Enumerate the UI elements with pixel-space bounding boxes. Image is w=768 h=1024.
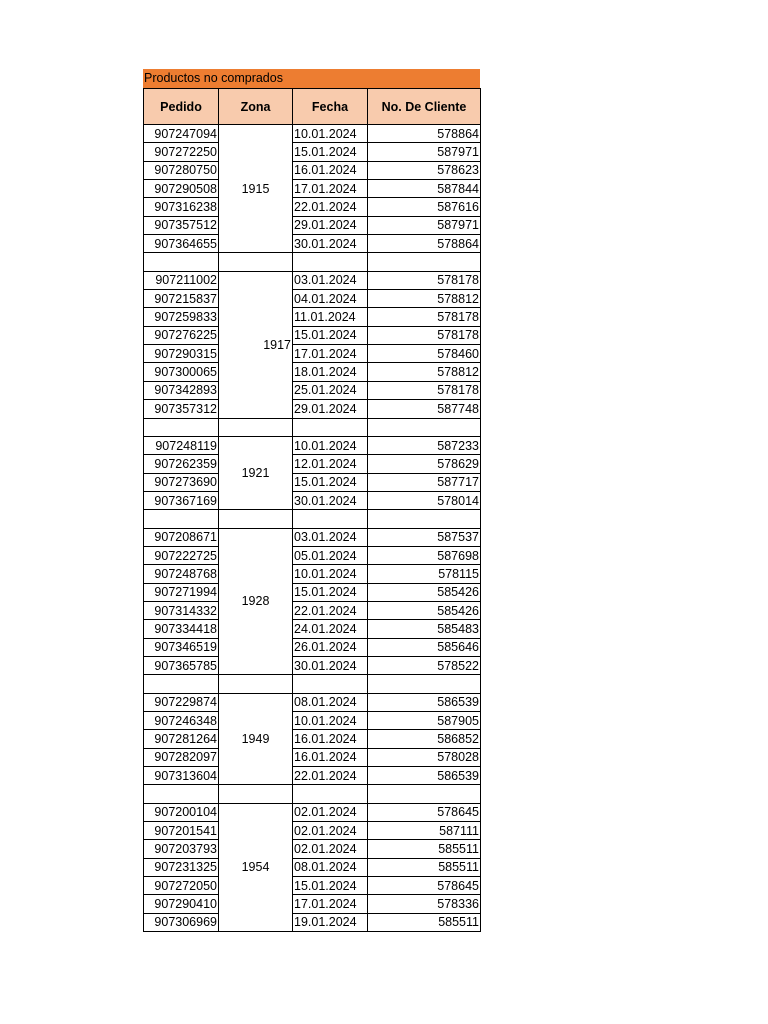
cell-zona-merged[interactable]: 1917 [219,271,293,418]
empty-cell[interactable] [368,510,481,528]
table-row [144,546,481,564]
cell-fecha[interactable]: 30.01.2024 [293,235,368,253]
cell-pedido[interactable]: 907290508 [144,180,219,198]
cell-fecha[interactable]: 15.01.2024 [293,877,368,895]
cell-pedido[interactable]: 907280750 [144,161,219,179]
cell-fecha[interactable]: 10.01.2024 [293,125,368,143]
cell-fecha[interactable]: 10.01.2024 [293,565,368,583]
cell-fecha[interactable]: 26.01.2024 [293,638,368,656]
cell-fecha[interactable]: 16.01.2024 [293,161,368,179]
table-row [144,803,481,821]
cell-pedido[interactable]: 907367169 [144,491,219,509]
empty-cell[interactable] [144,418,219,436]
cell-fecha[interactable]: 16.01.2024 [293,730,368,748]
cell-fecha[interactable]: 17.01.2024 [293,180,368,198]
cell-cliente[interactable]: 585426 [368,601,481,619]
cell-pedido[interactable]: 907272050 [144,877,219,895]
table-row [144,748,481,766]
cell-pedido[interactable]: 907273690 [144,473,219,491]
table-row [144,712,481,730]
cell-cliente[interactable]: 578629 [368,455,481,473]
header-row [144,89,481,125]
cell-pedido[interactable]: 907276225 [144,326,219,344]
table-row [144,528,481,546]
cell-cliente[interactable]: 585511 [368,840,481,858]
cell-cliente[interactable]: 578645 [368,803,481,821]
cell-pedido[interactable]: 907290410 [144,895,219,913]
table-row [144,345,481,363]
cell-pedido[interactable]: 907272250 [144,143,219,161]
cell-cliente[interactable]: 587698 [368,546,481,564]
cell-fecha[interactable]: 15.01.2024 [293,583,368,601]
cell-cliente[interactable]: 578336 [368,895,481,913]
cell-pedido[interactable]: 907246348 [144,712,219,730]
table-row [144,730,481,748]
empty-cell[interactable] [219,510,293,528]
cell-pedido[interactable]: 907271994 [144,583,219,601]
cell-pedido[interactable]: 907208671 [144,528,219,546]
cell-cliente[interactable]: 578178 [368,381,481,399]
empty-cell[interactable] [368,675,481,693]
empty-cell[interactable] [219,418,293,436]
sheet-title[interactable]: Productos no comprados [143,69,480,88]
cell-cliente[interactable]: 578623 [368,161,481,179]
column-header-pedido[interactable]: Pedido [144,89,219,125]
cell-pedido[interactable]: 907306969 [144,913,219,931]
table-row [144,473,481,491]
table-row [144,822,481,840]
empty-cell[interactable] [293,785,368,803]
cell-cliente[interactable]: 578645 [368,877,481,895]
cell-pedido[interactable]: 907282097 [144,748,219,766]
table-row [144,235,481,253]
cell-pedido[interactable]: 907200104 [144,803,219,821]
column-header-cliente[interactable]: No. De Cliente [368,89,481,125]
cell-pedido[interactable]: 907357312 [144,400,219,418]
cell-cliente[interactable]: 578812 [368,290,481,308]
empty-cell[interactable] [293,510,368,528]
cell-pedido[interactable]: 907248119 [144,436,219,454]
table-row [144,583,481,601]
table-row [144,620,481,638]
spacer-row [144,418,481,436]
cell-fecha[interactable]: 02.01.2024 [293,803,368,821]
cell-fecha[interactable]: 22.01.2024 [293,198,368,216]
cell-fecha[interactable]: 04.01.2024 [293,290,368,308]
cell-cliente[interactable]: 585483 [368,620,481,638]
cell-fecha[interactable]: 30.01.2024 [293,656,368,674]
empty-cell[interactable] [144,253,219,271]
table-row [144,693,481,711]
table-row [144,436,481,454]
cell-zona-merged[interactable]: 1928 [219,528,293,675]
cell-cliente[interactable]: 585511 [368,913,481,931]
cell-pedido[interactable]: 907346519 [144,638,219,656]
cell-fecha[interactable]: 18.01.2024 [293,363,368,381]
cell-cliente[interactable]: 587111 [368,822,481,840]
cell-pedido[interactable]: 907248768 [144,565,219,583]
cell-pedido[interactable]: 907231325 [144,858,219,876]
cell-pedido[interactable]: 907313604 [144,767,219,785]
cell-fecha[interactable]: 02.01.2024 [293,822,368,840]
cell-cliente[interactable]: 587233 [368,436,481,454]
empty-cell[interactable] [368,418,481,436]
empty-cell[interactable] [144,510,219,528]
cell-fecha[interactable]: 29.01.2024 [293,216,368,234]
cell-fecha[interactable]: 17.01.2024 [293,895,368,913]
cell-cliente[interactable]: 587844 [368,180,481,198]
cell-cliente[interactable]: 578178 [368,326,481,344]
cell-cliente[interactable]: 587616 [368,198,481,216]
table-body [144,125,481,932]
cell-pedido[interactable]: 907314332 [144,601,219,619]
cell-cliente[interactable]: 578178 [368,271,481,289]
table-row [144,895,481,913]
empty-cell[interactable] [219,785,293,803]
cell-cliente[interactable]: 578812 [368,363,481,381]
cell-pedido[interactable]: 907259833 [144,308,219,326]
cell-cliente[interactable]: 578864 [368,125,481,143]
cell-fecha[interactable]: 08.01.2024 [293,693,368,711]
cell-fecha[interactable]: 03.01.2024 [293,528,368,546]
cell-fecha[interactable]: 29.01.2024 [293,400,368,418]
cell-cliente[interactable]: 586539 [368,767,481,785]
cell-cliente[interactable]: 578864 [368,235,481,253]
cell-cliente[interactable]: 587971 [368,216,481,234]
cell-pedido[interactable]: 907342893 [144,381,219,399]
cell-pedido[interactable]: 907357512 [144,216,219,234]
cell-fecha[interactable]: 15.01.2024 [293,326,368,344]
empty-cell[interactable] [293,253,368,271]
table-row [144,601,481,619]
table-row [144,877,481,895]
table-row [144,913,481,931]
cell-fecha[interactable]: 19.01.2024 [293,913,368,931]
cell-cliente[interactable]: 578115 [368,565,481,583]
cell-cliente[interactable]: 585646 [368,638,481,656]
cell-pedido[interactable]: 907316238 [144,198,219,216]
cell-pedido[interactable]: 907300065 [144,363,219,381]
cell-cliente[interactable]: 585426 [368,583,481,601]
cell-pedido[interactable]: 907203793 [144,840,219,858]
cell-fecha[interactable]: 24.01.2024 [293,620,368,638]
cell-pedido[interactable]: 907334418 [144,620,219,638]
cell-pedido[interactable]: 907281264 [144,730,219,748]
cell-fecha[interactable]: 10.01.2024 [293,436,368,454]
cell-fecha[interactable]: 25.01.2024 [293,381,368,399]
empty-cell[interactable] [293,418,368,436]
table-row [144,308,481,326]
cell-pedido[interactable]: 907365785 [144,656,219,674]
cell-cliente[interactable]: 585511 [368,858,481,876]
cell-pedido[interactable]: 907290315 [144,345,219,363]
cell-zona-merged[interactable]: 1921 [219,436,293,509]
column-header-zona[interactable]: Zona [219,89,293,125]
table-row [144,216,481,234]
cell-cliente[interactable]: 586852 [368,730,481,748]
table-row [144,198,481,216]
cell-cliente[interactable]: 586539 [368,693,481,711]
spacer-row [144,253,481,271]
cell-fecha[interactable]: 30.01.2024 [293,491,368,509]
cell-fecha[interactable]: 15.01.2024 [293,143,368,161]
cell-cliente[interactable]: 578460 [368,345,481,363]
cell-cliente[interactable]: 578522 [368,656,481,674]
cell-zona-merged[interactable]: 1915 [219,125,293,253]
table-row [144,767,481,785]
cell-fecha[interactable]: 05.01.2024 [293,546,368,564]
table-row [144,326,481,344]
table-row [144,491,481,509]
table-row [144,363,481,381]
cell-cliente[interactable]: 578028 [368,748,481,766]
empty-cell[interactable] [144,675,219,693]
cell-fecha[interactable]: 10.01.2024 [293,712,368,730]
cell-pedido[interactable]: 907247094 [144,125,219,143]
table-row [144,161,481,179]
empty-cell[interactable] [219,675,293,693]
table-row [144,858,481,876]
table-row [144,656,481,674]
cell-cliente[interactable]: 578178 [368,308,481,326]
spacer-row [144,510,481,528]
empty-cell[interactable] [144,785,219,803]
cell-pedido[interactable]: 907229874 [144,693,219,711]
cell-fecha[interactable]: 22.01.2024 [293,767,368,785]
table-row [144,455,481,473]
cell-cliente[interactable]: 587905 [368,712,481,730]
table-row [144,180,481,198]
cell-pedido[interactable]: 907215837 [144,290,219,308]
table-row [144,271,481,289]
cell-fecha[interactable]: 15.01.2024 [293,473,368,491]
cell-fecha[interactable]: 03.01.2024 [293,271,368,289]
table-row [144,125,481,143]
empty-cell[interactable] [219,253,293,271]
cell-pedido[interactable]: 907211002 [144,271,219,289]
table-row [144,381,481,399]
table-row [144,400,481,418]
table-row [144,638,481,656]
spacer-row [144,785,481,803]
table-row [144,565,481,583]
spreadsheet [143,69,480,932]
cell-pedido[interactable]: 907222725 [144,546,219,564]
empty-cell[interactable] [368,253,481,271]
cell-pedido[interactable]: 907201541 [144,822,219,840]
cell-cliente[interactable]: 587537 [368,528,481,546]
cell-fecha[interactable]: 22.01.2024 [293,601,368,619]
cell-zona-merged[interactable]: 1949 [219,693,293,785]
cell-fecha[interactable]: 08.01.2024 [293,858,368,876]
orders-table [143,88,481,932]
cell-fecha[interactable]: 17.01.2024 [293,345,368,363]
cell-fecha[interactable]: 16.01.2024 [293,748,368,766]
empty-cell[interactable] [368,785,481,803]
cell-cliente[interactable]: 578014 [368,491,481,509]
cell-cliente[interactable]: 587717 [368,473,481,491]
cell-fecha[interactable]: 12.01.2024 [293,455,368,473]
empty-cell[interactable] [293,675,368,693]
cell-cliente[interactable]: 587748 [368,400,481,418]
cell-pedido[interactable]: 907262359 [144,455,219,473]
cell-fecha[interactable]: 11.01.2024 [293,308,368,326]
cell-fecha[interactable]: 02.01.2024 [293,840,368,858]
cell-pedido[interactable]: 907364655 [144,235,219,253]
table-row [144,840,481,858]
table-row [144,290,481,308]
spacer-row [144,675,481,693]
column-header-fecha[interactable]: Fecha [293,89,368,125]
cell-cliente[interactable]: 587971 [368,143,481,161]
cell-zona-merged[interactable]: 1954 [219,803,293,931]
table-row [144,143,481,161]
